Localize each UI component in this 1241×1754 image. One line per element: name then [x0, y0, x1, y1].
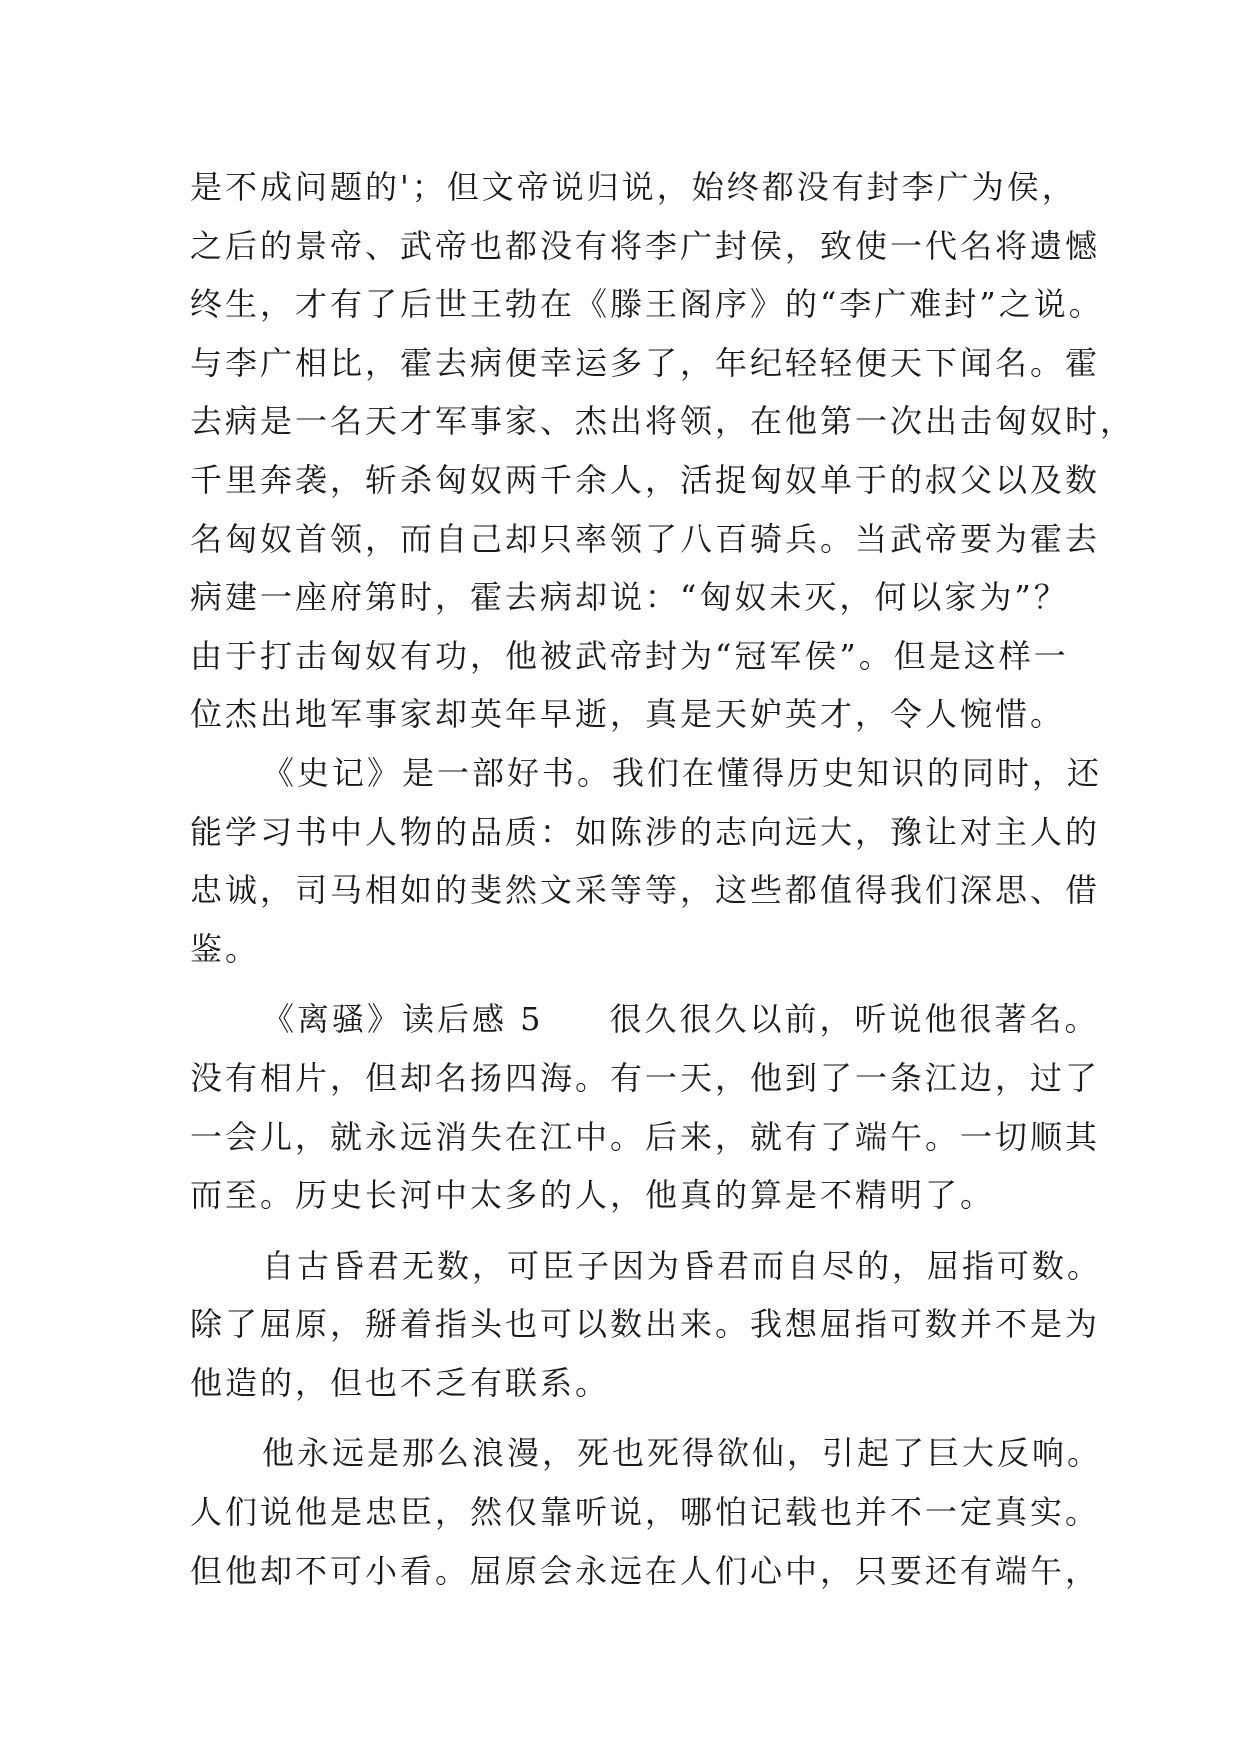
paragraph-romantic	[190, 1424, 1103, 1600]
text-line: 没有相片，但却名扬四海。有一天，他到了一条江边，过了	[190, 1058, 1101, 1097]
text-line: 由于打击匈奴有功，他被武帝封为“冠军侯”。但是这样一	[190, 636, 1069, 675]
text-line: 是不成问题的'；但文帝说归说，始终都没有封李广为侯，	[190, 168, 1077, 206]
text-line: 《史记》是一部好书。我们在懂得历史知识的同时，还	[262, 753, 1103, 792]
text-line: 病建一座府第时，霍去病却说：“匈奴未灭，何以家为”？	[190, 578, 1069, 617]
paragraph-shiji-summary	[190, 744, 1103, 978]
paragraph-li-guang-huo-qubing	[190, 158, 1136, 744]
text-line: 与李广相比，霍去病便幸运多了，年纪轻轻便天下闻名。霍	[190, 343, 1101, 382]
text-line: 自古昏君无数，可臣子因为昏君而自尽的，屈指可数。	[262, 1246, 1103, 1285]
text-line: 一会儿，就永远消失在江中。后来，就有了端午。一切顺其	[190, 1117, 1101, 1156]
text-line: 而至。历史长河中太多的人，他真的算是不精明了。	[190, 1176, 996, 1215]
document-body	[190, 158, 1136, 1600]
text-line: 人们说他是忠臣，然仅靠听说，哪怕记载也并不一定真实。	[190, 1493, 1101, 1532]
text-line: 去病是一名天才军事家、杰出将领，在他第一次出击匈奴时，	[190, 402, 1136, 441]
text-line: 千里奔袭，斩杀匈奴两千余人，活捉匈奴单于的叔父以及数	[190, 460, 1101, 499]
text-line: 之后的景帝、武帝也都没有将李广封侯，致使一代名将遗憾	[190, 226, 1101, 265]
text-line: 但他却不可小看。屈原会永远在人们心中，只要还有端午，	[190, 1551, 1101, 1590]
text-line: 鉴。	[190, 929, 261, 968]
text-line: 他永远是那么浪漫，死也死得欲仙，引起了巨大反响。	[262, 1434, 1103, 1473]
paragraph-lisao-intro	[190, 990, 1101, 1224]
text-line: 位杰出地军事家却英年早逝，真是天妒英才，令人惋惜。	[190, 695, 1066, 734]
paragraph-faint-kings	[190, 1237, 1103, 1413]
text-line: 除了屈原，掰着指头也可以数出来。我想屈指可数并不是为	[190, 1305, 1101, 1344]
text-line: 名匈奴首领，而自己却只率领了八百骑兵。当武帝要为霍去	[190, 519, 1101, 558]
essay-lead-sentence: 很久很久以前，听说他很著名。	[609, 1000, 1100, 1039]
heading-line	[190, 990, 1100, 1049]
text-line: 忠诚，司马相如的斐然文采等等，这些都值得我们深思、借	[190, 871, 1101, 910]
essay-heading: 《离骚》读后感 5	[262, 1000, 544, 1039]
text-line: 他造的，但也不乏有联系。	[190, 1363, 611, 1402]
text-line: 终生，才有了后世王勃在《滕王阁序》的“李广难封”之说。	[190, 285, 1104, 324]
text-line: 能学习书中人物的品质：如陈涉的志向远大，豫让对主人的	[190, 812, 1101, 851]
